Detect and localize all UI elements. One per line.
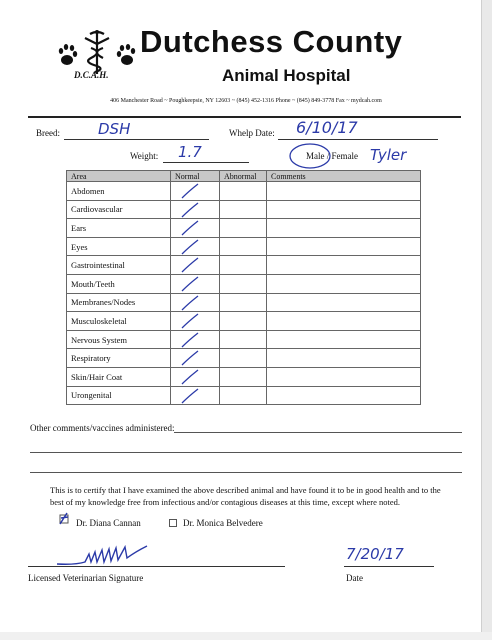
doctor-option-cannan: Dr. Diana Cannan bbox=[76, 518, 141, 528]
normal-cell[interactable] bbox=[171, 274, 220, 293]
normal-cell[interactable] bbox=[171, 367, 220, 386]
other-comments-label: Other comments/vaccines administered: bbox=[30, 423, 175, 433]
area-cell: Membranes/Nodes bbox=[67, 293, 171, 312]
whelp-date-line bbox=[278, 139, 438, 140]
abnormal-cell[interactable] bbox=[220, 219, 267, 238]
exam-table-body bbox=[67, 182, 421, 405]
area-cell: Cardiovascular bbox=[67, 200, 171, 219]
checkmark-icon bbox=[179, 388, 201, 404]
checkmark-icon bbox=[179, 295, 201, 311]
date-label: Date bbox=[346, 573, 363, 583]
abnormal-cell[interactable] bbox=[220, 349, 267, 368]
col-header-abnormal: Abnormal bbox=[220, 171, 267, 182]
comments-cell[interactable] bbox=[267, 219, 421, 238]
normal-cell[interactable] bbox=[171, 330, 220, 349]
abnormal-cell[interactable] bbox=[220, 256, 267, 275]
checkmark-icon bbox=[179, 350, 201, 366]
normal-cell[interactable] bbox=[171, 219, 220, 238]
normal-cell[interactable] bbox=[171, 293, 220, 312]
normal-cell[interactable] bbox=[171, 256, 220, 275]
checkmark-icon bbox=[179, 239, 201, 255]
table-row bbox=[67, 386, 421, 405]
col-header-comments: Comments bbox=[267, 171, 421, 182]
checkmark-icon bbox=[179, 276, 201, 292]
normal-cell[interactable] bbox=[171, 182, 220, 201]
area-cell: Gastrointestinal bbox=[67, 256, 171, 275]
male-circle-mark bbox=[287, 141, 333, 171]
comments-cell[interactable] bbox=[267, 200, 421, 219]
sex-label: Male / Female bbox=[306, 151, 358, 161]
checkmark-icon bbox=[179, 369, 201, 385]
table-row bbox=[67, 237, 421, 256]
abnormal-cell[interactable] bbox=[220, 330, 267, 349]
abnormal-cell[interactable] bbox=[220, 293, 267, 312]
signature-line bbox=[28, 566, 285, 567]
veterinarian-signature bbox=[55, 540, 155, 568]
abnormal-cell[interactable] bbox=[220, 182, 267, 201]
comments-cell[interactable] bbox=[267, 330, 421, 349]
comments-cell[interactable] bbox=[267, 256, 421, 275]
checkmark-icon bbox=[179, 313, 201, 329]
header-divider bbox=[28, 116, 461, 118]
normal-cell[interactable] bbox=[171, 349, 220, 368]
checkmark-icon bbox=[179, 220, 201, 236]
comments-cell[interactable] bbox=[267, 386, 421, 405]
breed-label: Breed: bbox=[36, 128, 60, 138]
weight-value[interactable]: 1.7 bbox=[178, 143, 202, 161]
weight-label: Weight: bbox=[130, 151, 159, 161]
checked-box-icon[interactable] bbox=[58, 512, 72, 526]
table-row bbox=[67, 330, 421, 349]
table-row bbox=[67, 182, 421, 201]
table-header-row bbox=[67, 171, 421, 182]
area-cell: Ears bbox=[67, 219, 171, 238]
comment-line[interactable] bbox=[174, 432, 462, 433]
area-cell: Nervous System bbox=[67, 330, 171, 349]
comment-line[interactable] bbox=[30, 452, 462, 453]
area-cell: Urongenital bbox=[67, 386, 171, 405]
area-cell: Abdomen bbox=[67, 182, 171, 201]
comments-cell[interactable] bbox=[267, 237, 421, 256]
area-cell: Mouth/Teeth bbox=[67, 274, 171, 293]
clinic-address: 406 Manchester Road ~ Poughkeepsie, NY 12603 ~ (845) 452-1316 Phone ~ (845) 849-3778 Fax ~ mydcah.com bbox=[110, 98, 382, 104]
table-row bbox=[67, 274, 421, 293]
comments-cell[interactable] bbox=[267, 274, 421, 293]
date-line bbox=[344, 566, 434, 567]
comments-cell[interactable] bbox=[267, 182, 421, 201]
whelp-date-label: Whelp Date: bbox=[229, 128, 275, 138]
breed-value[interactable]: DSH bbox=[98, 120, 131, 138]
unchecked-box-icon[interactable] bbox=[169, 519, 177, 527]
date-value[interactable]: 7/20/17 bbox=[346, 545, 404, 563]
comment-line[interactable] bbox=[30, 472, 462, 473]
table-row bbox=[67, 349, 421, 368]
col-header-normal: Normal bbox=[171, 171, 220, 182]
abnormal-cell[interactable] bbox=[220, 312, 267, 331]
comments-cell[interactable] bbox=[267, 293, 421, 312]
comments-cell[interactable] bbox=[267, 312, 421, 331]
normal-cell[interactable] bbox=[171, 386, 220, 405]
comments-cell[interactable] bbox=[267, 367, 421, 386]
checkmark-icon bbox=[179, 332, 201, 348]
area-cell: Respiratory bbox=[67, 349, 171, 368]
logo-abbreviation: D.C.A.H. bbox=[74, 70, 109, 80]
abnormal-cell[interactable] bbox=[220, 386, 267, 405]
clinic-subtitle: Animal Hospital bbox=[222, 66, 351, 85]
area-cell: Eyes bbox=[67, 237, 171, 256]
exam-table bbox=[66, 170, 421, 405]
abnormal-cell[interactable] bbox=[220, 274, 267, 293]
area-cell: Musculoskeletal bbox=[67, 312, 171, 331]
area-cell: Skin/Hair Coat bbox=[67, 367, 171, 386]
table-row bbox=[67, 256, 421, 275]
normal-cell[interactable] bbox=[171, 312, 220, 331]
col-header-area: Area bbox=[67, 171, 171, 182]
table-row bbox=[67, 293, 421, 312]
checkmark-icon bbox=[179, 183, 201, 199]
table-row bbox=[67, 219, 421, 238]
checkmark-icon bbox=[179, 257, 201, 273]
breed-line bbox=[64, 139, 209, 140]
abnormal-cell[interactable] bbox=[220, 200, 267, 219]
whelp-date-value[interactable]: 6/10/17 bbox=[296, 118, 358, 137]
table-row bbox=[67, 312, 421, 331]
weight-line bbox=[163, 162, 249, 163]
abnormal-cell[interactable] bbox=[220, 367, 267, 386]
normal-cell[interactable] bbox=[171, 200, 220, 219]
clinic-name: Dutchess County bbox=[140, 24, 403, 59]
table-row bbox=[67, 367, 421, 386]
normal-cell[interactable] bbox=[171, 237, 220, 256]
page-edge-shadow bbox=[481, 0, 492, 640]
patient-name[interactable]: Tyler bbox=[370, 146, 407, 164]
certification-text: This is to certify that I have examined the above described animal and have found it to be in good health and to the best of my knowledge free from infectious and/or contagious diseases at this time, except where noted. bbox=[50, 485, 441, 507]
checkmark-icon bbox=[179, 202, 201, 218]
comments-cell[interactable] bbox=[267, 349, 421, 368]
doctor-option-belvedere: Dr. Monica Belvedere bbox=[183, 518, 263, 528]
signature-label: Licensed Veterinarian Signature bbox=[28, 573, 144, 583]
page-bottom-edge bbox=[0, 632, 492, 640]
abnormal-cell[interactable] bbox=[220, 237, 267, 256]
table-row bbox=[67, 200, 421, 219]
